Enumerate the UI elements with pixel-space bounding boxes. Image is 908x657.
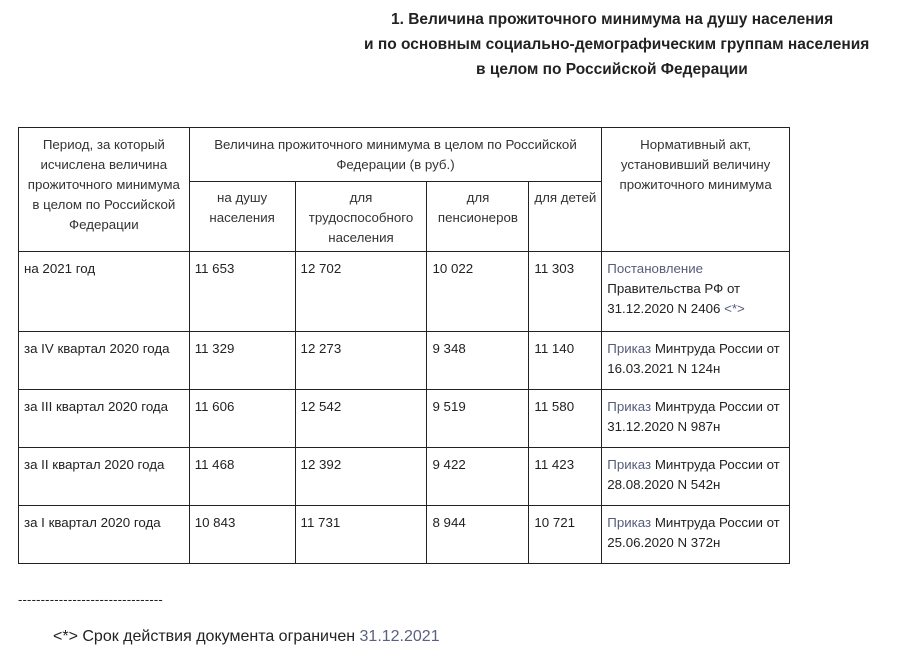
cell-working-age: 12 702 bbox=[295, 252, 427, 332]
header-working-age: для трудоспособного населения bbox=[295, 182, 427, 252]
cell-per-capita: 11 468 bbox=[189, 448, 295, 506]
footnote-text: Срок действия документа ограничен bbox=[82, 628, 356, 645]
cell-normative-act bbox=[602, 390, 790, 448]
cell-per-capita: 11 606 bbox=[189, 390, 295, 448]
cell-period: за III квартал 2020 года bbox=[19, 390, 190, 448]
cell-pensioners: 9 422 bbox=[427, 448, 529, 506]
subsistence-table bbox=[18, 127, 790, 564]
cell-pensioners: 8 944 bbox=[427, 506, 529, 564]
header-value-group: Величина прожиточного минимума в целом по Российской Федерации (в руб.) bbox=[189, 128, 602, 182]
title-line-1: 1. Величина прожиточного минимума на душу населения bbox=[391, 11, 834, 28]
cell-working-age: 11 731 bbox=[295, 506, 427, 564]
cell-pensioners: 9 519 bbox=[427, 390, 529, 448]
cell-children: 11 140 bbox=[529, 332, 602, 390]
act-link[interactable]: Приказ bbox=[607, 399, 652, 414]
act-text: Правительства РФ от 31.12.2020 N 2406 bbox=[607, 281, 741, 316]
act-link[interactable]: Приказ bbox=[607, 341, 652, 356]
table-row bbox=[19, 332, 790, 390]
header-pensioners: для пенсионеров bbox=[427, 182, 529, 252]
table-row bbox=[19, 390, 790, 448]
cell-per-capita: 11 653 bbox=[189, 252, 295, 332]
header-normative-act: Нормативный акт, установивший величину прожиточного минимума bbox=[602, 128, 790, 252]
cell-period: на 2021 год bbox=[19, 252, 190, 332]
footnote bbox=[53, 628, 440, 646]
cell-per-capita: 11 329 bbox=[189, 332, 295, 390]
title-line-2: и по основным социально-демографическим группам населения bbox=[364, 36, 870, 53]
act-text: Минтруда России от 16.03.2021 N 124н bbox=[607, 341, 780, 376]
table-row bbox=[19, 252, 790, 332]
cell-period: за I квартал 2020 года bbox=[19, 506, 190, 564]
table-row bbox=[19, 506, 790, 564]
cell-normative-act bbox=[602, 506, 790, 564]
cell-children: 11 423 bbox=[529, 448, 602, 506]
cell-children: 11 580 bbox=[529, 390, 602, 448]
cell-normative-act bbox=[602, 448, 790, 506]
cell-normative-act bbox=[602, 332, 790, 390]
cell-children: 10 721 bbox=[529, 506, 602, 564]
cell-period: за II квартал 2020 года bbox=[19, 448, 190, 506]
footnote-separator: -------------------------------- bbox=[18, 592, 163, 607]
header-per-capita: на душу населения bbox=[189, 182, 295, 252]
cell-period: за IV квартал 2020 года bbox=[19, 332, 190, 390]
cell-working-age: 12 273 bbox=[295, 332, 427, 390]
header-period: Период, за который исчислена величина прожиточного минимума в целом по Российской Федерации bbox=[19, 128, 190, 252]
cell-per-capita: 10 843 bbox=[189, 506, 295, 564]
act-text: Минтруда России от 28.08.2020 N 542н bbox=[607, 457, 780, 492]
cell-normative-act bbox=[602, 252, 790, 332]
cell-children: 11 303 bbox=[529, 252, 602, 332]
title-line-3: в целом по Российской Федерации bbox=[476, 61, 748, 78]
cell-working-age: 12 392 bbox=[295, 448, 427, 506]
footnote-link[interactable]: <*> bbox=[724, 301, 745, 316]
table-row bbox=[19, 448, 790, 506]
act-text: Минтруда России от 31.12.2020 N 987н bbox=[607, 399, 780, 434]
act-link[interactable]: Приказ bbox=[607, 515, 652, 530]
footnote-marker: <*> bbox=[53, 628, 78, 645]
footnote-date-link[interactable]: 31.12.2021 bbox=[359, 628, 440, 645]
cell-working-age: 12 542 bbox=[295, 390, 427, 448]
cell-pensioners: 10 022 bbox=[427, 252, 529, 332]
header-children: для детей bbox=[529, 182, 602, 252]
act-text: Минтруда России от 25.06.2020 N 372н bbox=[607, 515, 780, 550]
cell-pensioners: 9 348 bbox=[427, 332, 529, 390]
act-link[interactable]: Постановление bbox=[607, 261, 704, 276]
act-link[interactable]: Приказ bbox=[607, 457, 652, 472]
